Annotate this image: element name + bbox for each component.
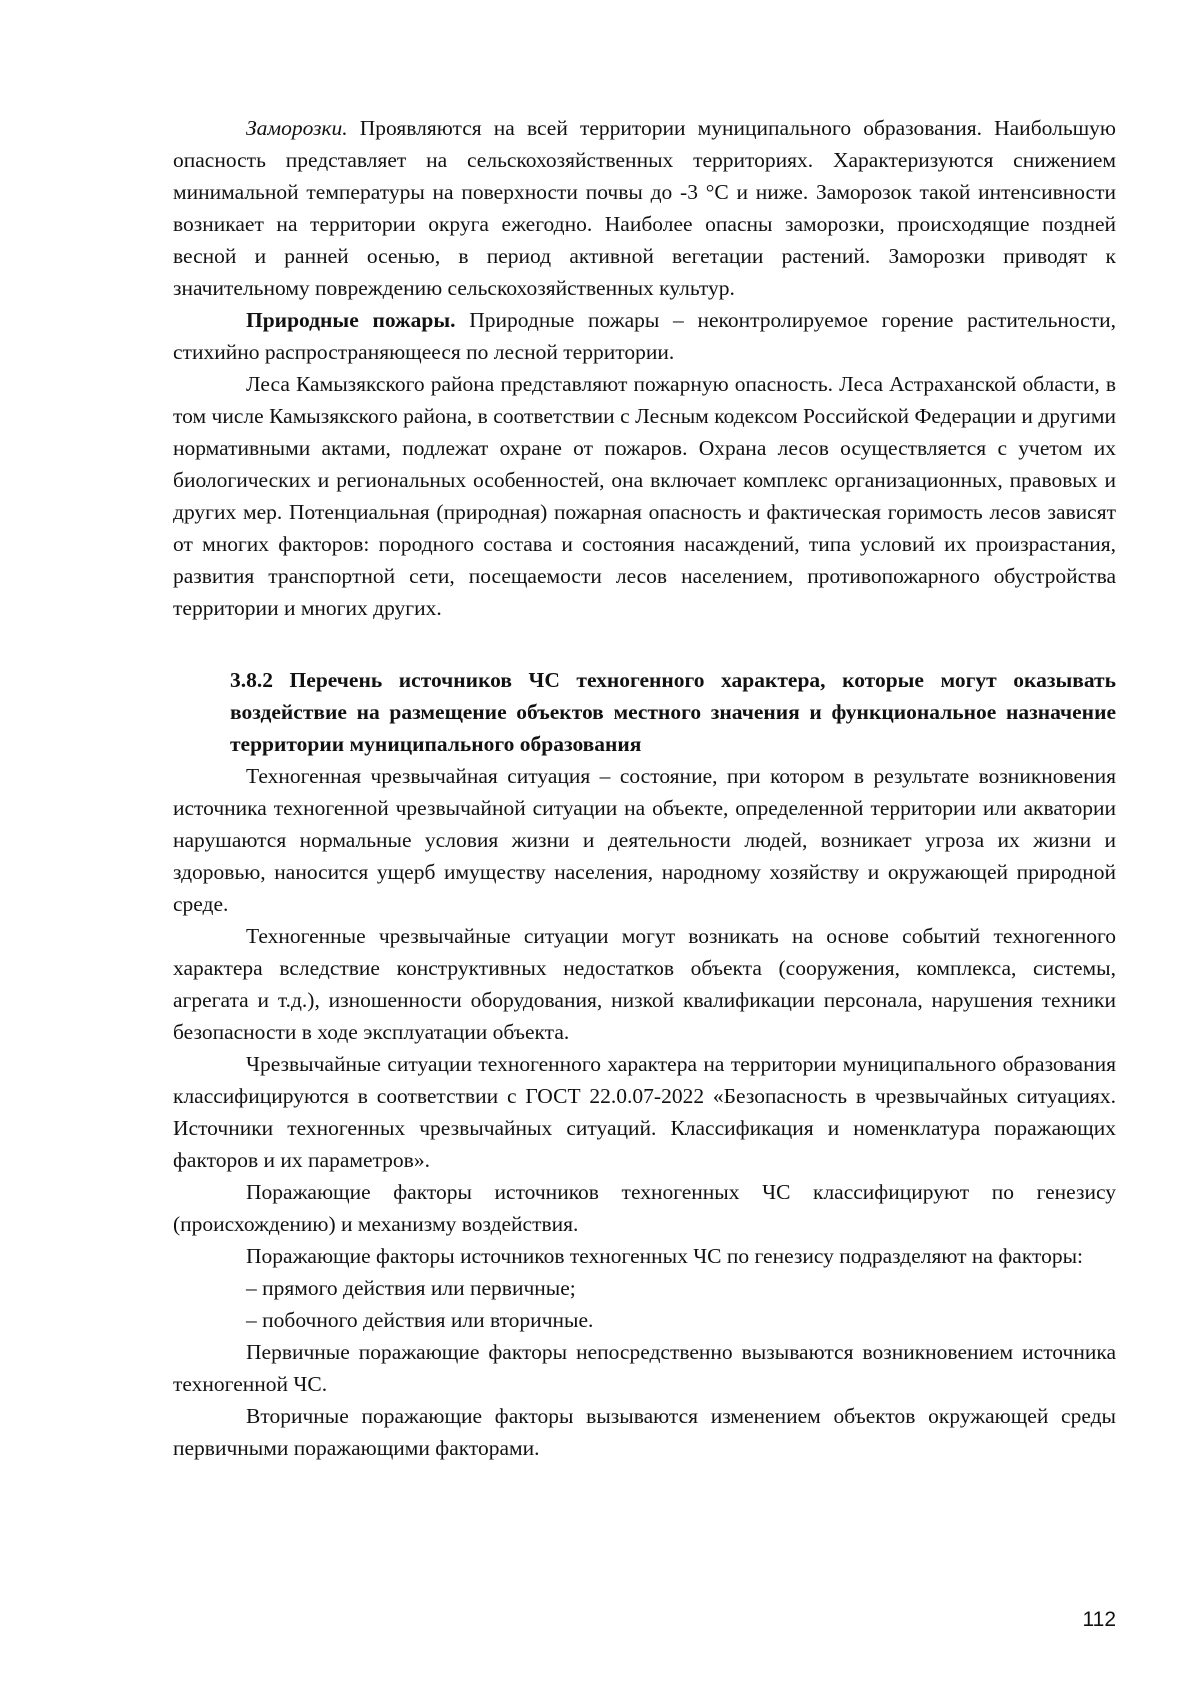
fires-text: Природные пожары – неконтролируемое горение растительности, стихийно распространяющееся по лесной территории. xyxy=(173,308,1116,364)
paragraph-forests: Леса Камызякского района представляют пожарную опасность. Леса Астраханской области, в том числе Камызякского района, в соответствии с Лесным кодексом Российской Федерации и другими нормативными актами, подлежат охране от пожаров. Охрана лесов осуществляется с учетом их биологических и региональных особенностей, она включает комплекс организационных, правовых и других мер. Потенциальная (природная) пожарная опасность и фактическая горимость лесов зависят от многих факторов: породного состава и состояния насаждений, типа условий их произрастания, развития транспортной сети, посещаемости лесов населением, противопожарного обустройства территории и многих других. xyxy=(173,372,1116,620)
paragraph-secondary: Вторичные поражающие факторы вызываются изменением объектов окружающей среды первичными поражающими факторами. xyxy=(173,1404,1116,1460)
page-number: 112 xyxy=(1082,1608,1116,1631)
paragraph-tech-definition: Техногенная чрезвычайная ситуация – состояние, при котором в результате возникновения источника техногенной чрезвычайной ситуации на объекте, определенной территории или акватории нарушаются нормальные условия жизни и деятельности людей, возникает угроза их жизни и здоровью, наносится ущерб имуществу населения, народному хозяйству и окружающей природной среде. xyxy=(173,764,1116,916)
fires-title: Природные пожары. xyxy=(246,308,456,332)
document-page xyxy=(173,112,1116,1464)
paragraph-factors-class: Поражающие факторы источников техногенных ЧС классифицируют по генезису (происхождению) и механизму воздействия. xyxy=(173,1180,1116,1236)
list-item: – прямого действия или первичные; xyxy=(246,1276,576,1300)
paragraph-primary: Первичные поражающие факторы непосредственно вызываются возникновением источника техногенной ЧС. xyxy=(173,1340,1116,1396)
list-item: – побочного действия или вторичные. xyxy=(246,1308,594,1332)
paragraph-fires xyxy=(173,304,1116,368)
paragraph-tech-gost: Чрезвычайные ситуации техногенного характера на территории муниципального образования классифицируются в соответствии с ГОСТ 22.0.07-2022 «Безопасность в чрезвычайных ситуациях. Источники техногенных чрезвычайных ситуаций. Классификация и номенклатура поражающих факторов и их параметров». xyxy=(173,1052,1116,1172)
paragraph-tech-causes: Техногенные чрезвычайные ситуации могут возникать на основе событий техногенного характера вследствие конструктивных недостатков объекта (сооружения, комплекса, системы, агрегата и т.д.), изношенности оборудования, низкой квалификации персонала, нарушения техники безопасности в ходе эксплуатации объекта. xyxy=(173,924,1116,1044)
section-heading: 3.8.2 Перечень источников ЧС техногенного характера, которые могут оказывать воздействие на размещение объектов местного значения и функциональное назначение территории муниципального образования xyxy=(230,668,1116,756)
paragraph-frost xyxy=(173,112,1116,304)
frost-text: Проявляются на всей территории муниципального образования. Наибольшую опасность представляет на сельскохозяйственных территориях. Характеризуются снижением минимальной температуры на поверхности почвы до -3 °С и ниже. Заморозок такой интенсивности возникает на территории округа ежегодно. Наиболее опасны заморозки, происходящие поздней весной и ранней осенью, в период активной вегетации растений. Заморозки приводят к значительному повреждению сельскохозяйственных культур. xyxy=(173,116,1116,300)
paragraph-factors-genesis: Поражающие факторы источников техногенных ЧС по генезису подразделяют на факторы: xyxy=(246,1244,1084,1268)
frost-title: Заморозки. xyxy=(246,116,348,140)
